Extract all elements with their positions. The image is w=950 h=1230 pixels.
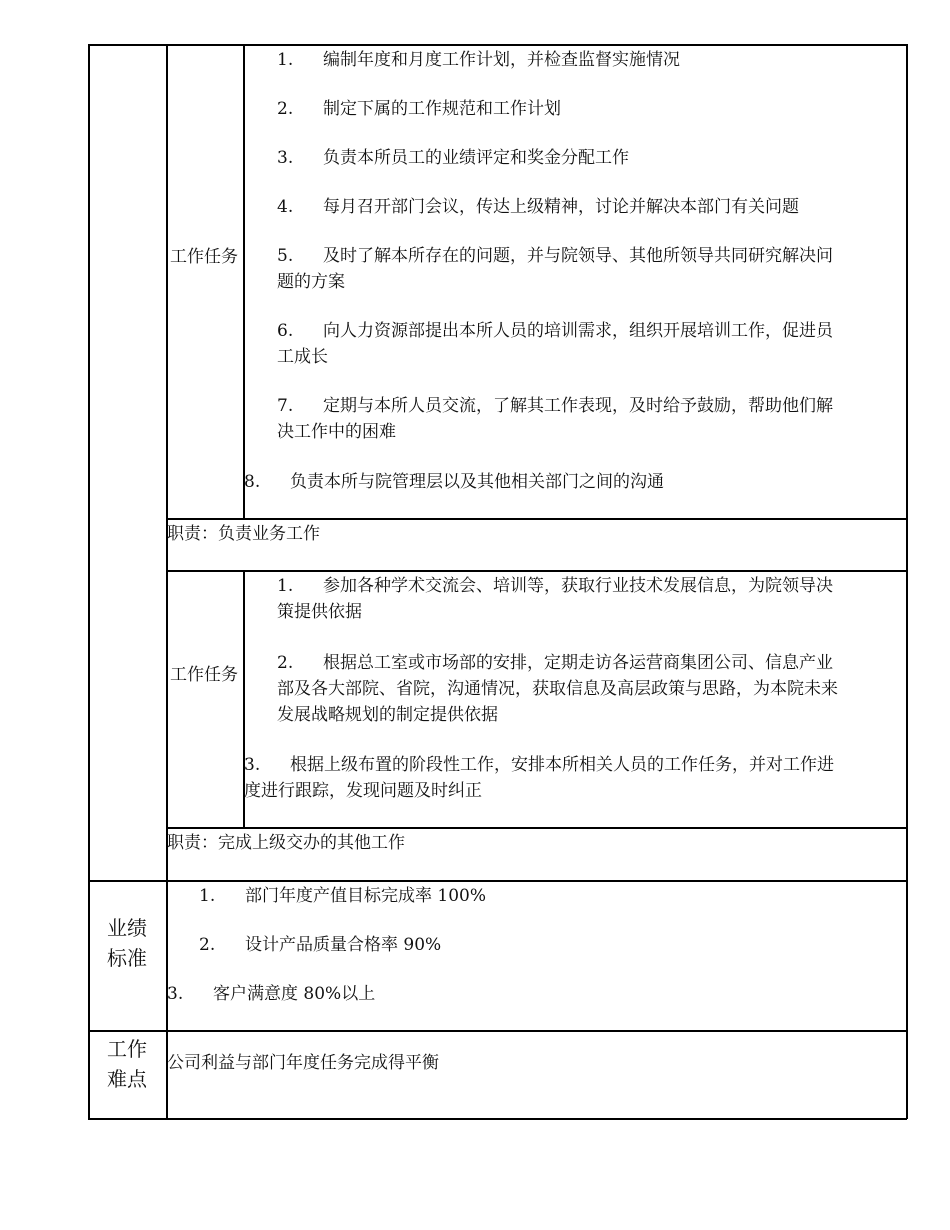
duty-heading: 职责：完成上级交办的其他工作: [167, 833, 405, 853]
list-item: [277, 318, 833, 344]
row-divider: [166, 570, 907, 572]
item-number: 2.: [199, 935, 216, 955]
item-text: 参加各种学术交流会、培训等，获取行业技术发展信息，为院领导决: [323, 576, 833, 596]
table-right-border: [906, 44, 908, 1119]
list-item: [277, 194, 799, 220]
column-divider: [243, 44, 245, 519]
item-continuation: 题的方案: [277, 272, 345, 292]
list-item: [244, 752, 834, 778]
item-number: 8.: [244, 472, 261, 492]
item-text: 负责本所员工的业绩评定和奖金分配工作: [323, 148, 629, 168]
item-continuation: 发展战略规划的制定提供依据: [277, 705, 498, 725]
column-divider: [166, 44, 168, 1119]
item-text: 每月召开部门会议，传达上级精神，讨论并解决本部门有关问题: [323, 197, 799, 217]
item-number: 7.: [277, 396, 294, 416]
list-item: [277, 573, 833, 599]
item-text: 设计产品质量合格率 90%: [245, 935, 442, 955]
list-item: [244, 469, 664, 495]
item-text: 部门年度产值目标完成率 100%: [245, 886, 487, 906]
item-text: 客户满意度 80%以上: [213, 984, 376, 1004]
table-bottom-border: [88, 1118, 907, 1120]
item-number: 6.: [277, 321, 294, 341]
item-number: 2.: [277, 99, 294, 119]
item-number: 3.: [277, 148, 294, 168]
item-number: 5.: [277, 246, 294, 266]
item-continuation: 部及各大部院、省院，沟通情况，获取信息及高层政策与思路，为本院未来: [277, 679, 838, 699]
item-number: 3.: [167, 984, 184, 1004]
row-divider: [88, 1030, 907, 1032]
item-number: 4.: [277, 197, 294, 217]
list-item: [167, 981, 375, 1007]
item-number: 1.: [199, 886, 216, 906]
difficulty-text: 公司利益与部门年度任务完成得平衡: [167, 1053, 439, 1073]
list-item: [277, 650, 833, 676]
item-number: 3.: [244, 755, 261, 775]
row-divider: [166, 518, 907, 520]
list-item: [277, 145, 629, 171]
item-text: 制定下属的工作规范和工作计划: [323, 99, 561, 119]
list-item: [199, 932, 441, 958]
duty-heading: 职责：负责业务工作: [167, 524, 320, 544]
table-top-border: [88, 44, 907, 46]
item-text: 根据上级布置的阶段性工作，安排本所相关人员的工作任务，并对工作进: [290, 755, 834, 775]
item-number: 1.: [277, 50, 294, 70]
difficulty-label: 工作难点: [107, 1037, 147, 1091]
task-label-2: 工作任务: [170, 665, 238, 685]
item-number: 2.: [277, 653, 294, 673]
list-item: [277, 243, 833, 269]
item-text: 编制年度和月度工作计划，并检查监督实施情况: [323, 50, 680, 70]
task-label-1: 工作任务: [170, 247, 238, 267]
item-text: 负责本所与院管理层以及其他相关部门之间的沟通: [290, 472, 664, 492]
row-divider: [166, 827, 907, 829]
item-text: 根据总工室或市场部的安排，定期走访各运营商集团公司、信息产业: [323, 653, 833, 673]
list-item: [277, 47, 680, 73]
list-item: [277, 96, 561, 122]
item-text: 定期与本所人员交流，了解其工作表现，及时给予鼓励，帮助他们解: [323, 396, 833, 416]
item-text: 及时了解本所存在的问题，并与院领导、其他所领导共同研究解决问: [323, 246, 833, 266]
item-continuation: 工成长: [277, 347, 328, 367]
item-continuation: 度进行跟踪，发现问题及时纠正: [244, 781, 482, 801]
list-item: [277, 393, 833, 419]
list-item: [199, 883, 486, 909]
item-text: 向人力资源部提出本所人员的培训需求，组织开展培训工作，促进员: [323, 321, 833, 341]
item-number: 1.: [277, 576, 294, 596]
item-continuation: 策提供依据: [277, 602, 362, 622]
row-divider: [88, 880, 907, 882]
item-continuation: 决工作中的困难: [277, 422, 396, 442]
performance-label: 业绩标准: [107, 916, 147, 970]
